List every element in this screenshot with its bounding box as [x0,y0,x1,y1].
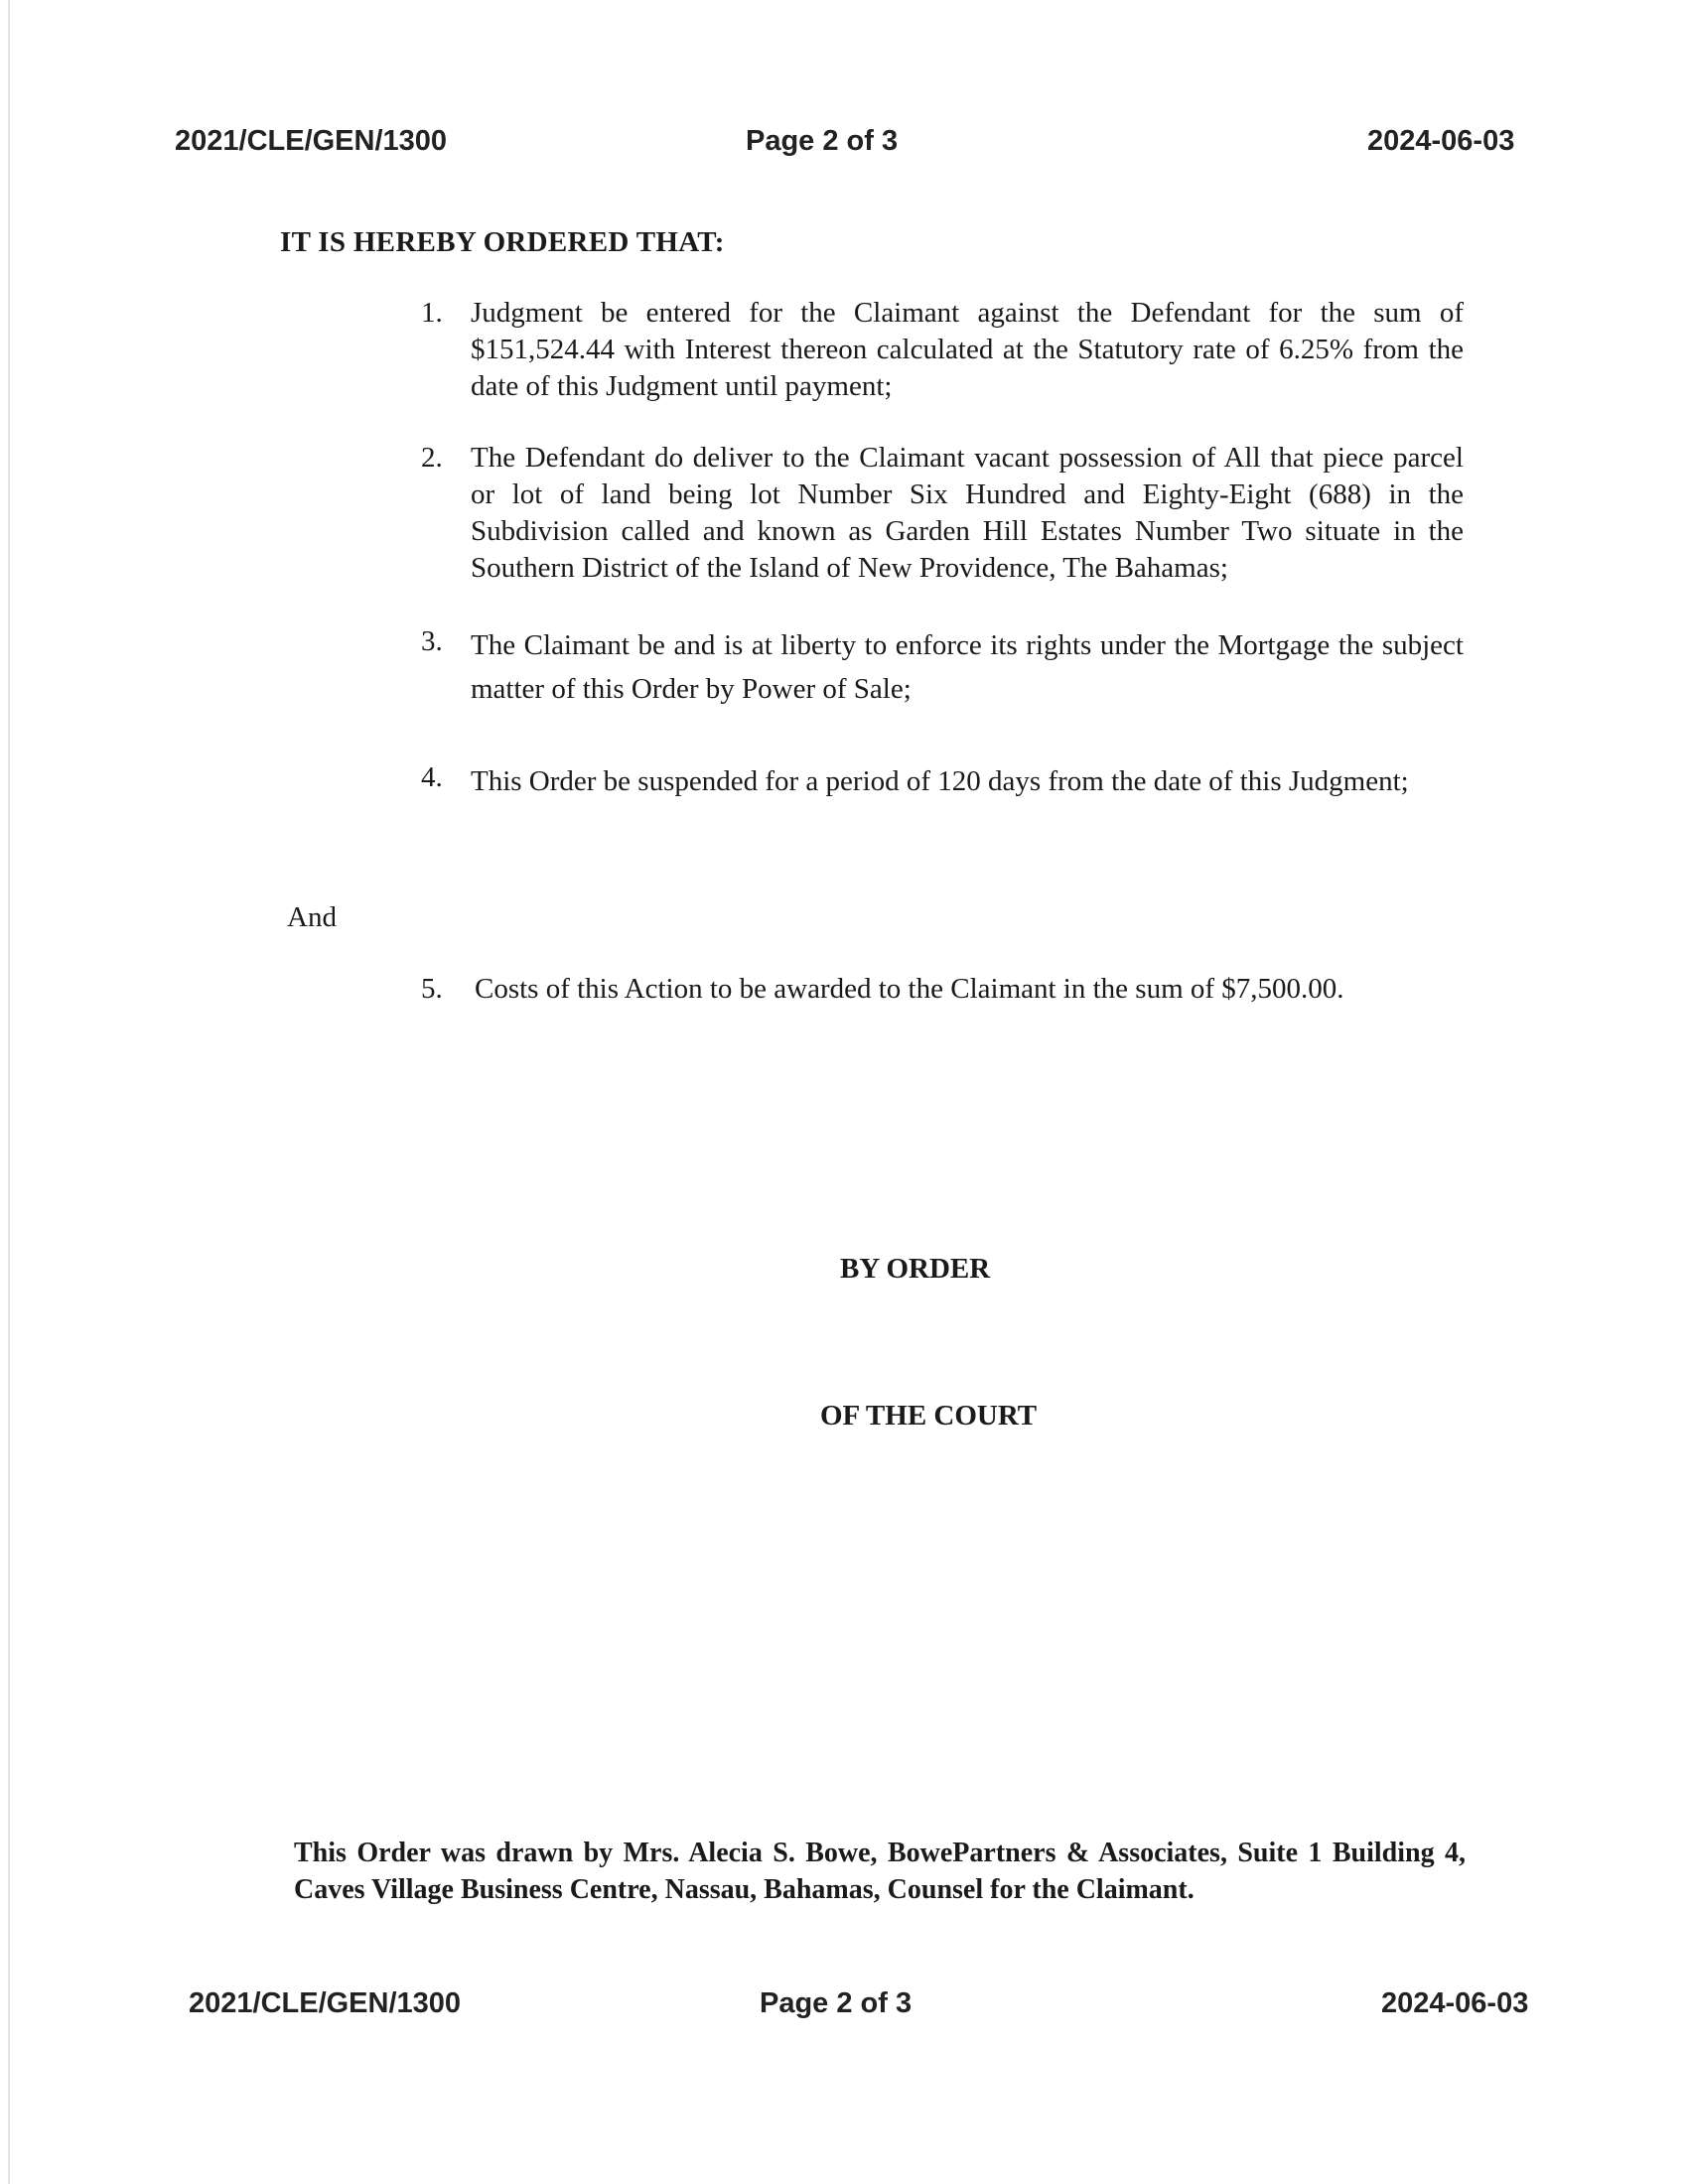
order-item-text: Judgment be entered for the Claimant against the Defendant for the sum of $151,524.44 with Interest thereon calculated at the Statutory rate of 6.25% from the date of this Judgment until payment; [471,297,1464,402]
header-case-number: 2021/CLE/GEN/1300 [175,125,448,157]
order-item-number: 2. [421,442,443,474]
header-page-number: Page 2 of 3 [746,125,899,157]
order-item-text: The Defendant do deliver to the Claimant vacant possession of All that piece parcel or lot of land being lot Number Six Hundred and Eighty-Eight (688) in the Subdivision called and known as Garden Hill Estates Number Two situate in the Southern District of the Island of New Providence, The Bahamas; [471,442,1464,584]
by-order-label: BY ORDER [840,1253,991,1285]
of-the-court-label: OF THE COURT [820,1400,1038,1432]
order-item-5 [421,971,1464,1008]
order-item-number: 4. [421,761,443,793]
page-header [0,125,1688,165]
order-item-4 [421,759,1464,803]
order-item-3 [421,623,1464,711]
order-item-2 [421,440,1464,587]
order-item-number: 5. [421,973,443,1005]
scan-page-edge [8,0,10,2184]
order-heading: IT IS HEREBY ORDERED THAT: [280,226,725,258]
order-item-number: 1. [421,297,443,329]
header-date: 2024-06-03 [1367,125,1515,157]
drawn-by-statement: This Order was drawn by Mrs. Alecia S. Bowe, BowePartners & Associates, Suite 1 Building 4, Caves Village Business Centre, Nassau, Bahamas, Counsel for the Claimant. [294,1838,1466,1905]
order-item-text: Costs of this Action to be awarded to the Claimant in the sum of $7,500.00. [475,973,1344,1005]
footer-date: 2024-06-03 [1381,1987,1529,2019]
order-item-text: The Claimant be and is at liberty to enforce its rights under the Mortgage the subject matter of this Order by Power of Sale; [471,629,1464,705]
footer-case-number: 2021/CLE/GEN/1300 [189,1987,462,2019]
order-item-number: 3. [421,625,443,657]
conjunction-and: And [287,901,337,933]
order-item-text: This Order be suspended for a period of 120 days from the date of this Judgment; [471,765,1409,797]
page-footer [0,1987,1688,2027]
footer-page-number: Page 2 of 3 [760,1987,913,2019]
order-item-1 [421,295,1464,405]
